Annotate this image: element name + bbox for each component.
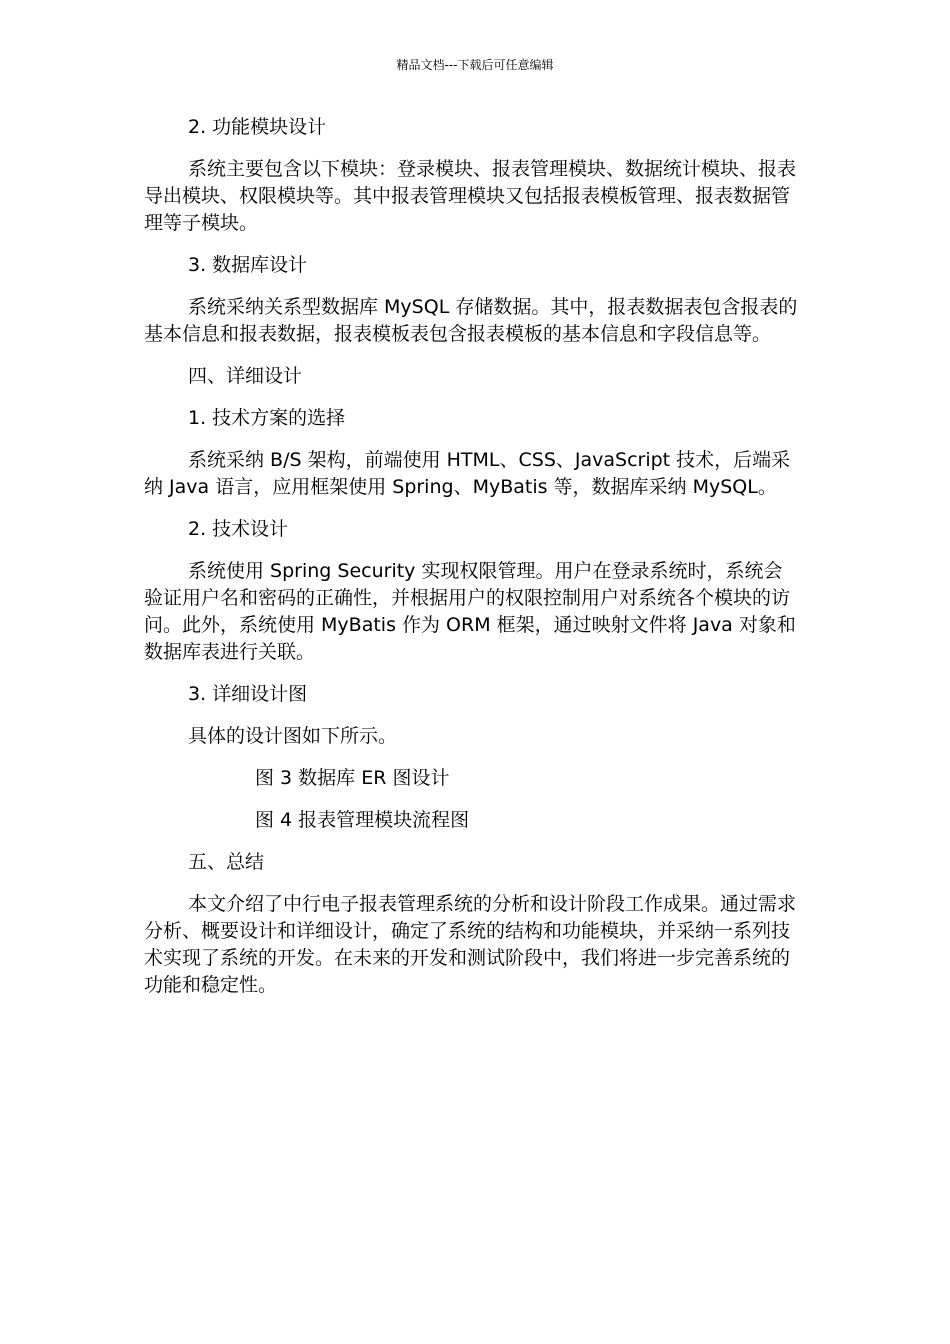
paragraph-function-modules: 系统主要包含以下模块：登录模块、报表管理模块、数据统计模块、报表导出模块、权限模块等。其中报表管理模块又包括报表模板管理、报表数据管理等子模块。	[144, 158, 797, 234]
paragraph-database: 系统采纳关系型数据库 MySQL 存储数据。其中，报表数据表包含报表的基本信息和报表数据，报表模板表包含报表模板的基本信息和字段信息等。	[144, 296, 798, 345]
section-heading-tech-design: 2. 技术设计	[188, 518, 289, 540]
page-header: 精品文档---下载后可任意编辑	[396, 58, 554, 72]
section-heading-function-modules: 2. 功能模块设计	[188, 116, 327, 138]
document-body	[144, 114, 800, 1014]
section-heading-tech-choice: 1. 技术方案的选择	[188, 407, 346, 429]
paragraph-tech-choice: 系统采纳 B/S 架构，前端使用 HTML、CSS、JavaScript 技术，后端采纳 Java 语言，应用框架使用 Spring、MyBatis 等，数据库采纳 MySQL。	[144, 449, 791, 498]
figure-caption-4: 图 4 报表管理模块流程图	[255, 809, 470, 831]
section-heading-database: 3. 数据库设计	[188, 254, 308, 276]
paragraph-tech-design: 系统使用 Spring Security 实现权限管理。用户在登录系统时，系统会验证用户名和密码的正确性，并根据用户的权限控制用户对系统各个模块的访问。此外，系统使用 MyBatis 作为 ORM 框架，通过映射文件将 Java 对象和数据库表进行关联。	[144, 560, 796, 663]
section-heading-summary: 五、总结	[188, 851, 265, 873]
section-heading-design-diagrams: 3. 详细设计图	[188, 683, 308, 705]
figure-caption-3: 图 3 数据库 ER 图设计	[255, 767, 450, 789]
paragraph-summary: 本文介绍了中行电子报表管理系统的分析和设计阶段工作成果。通过需求分析、概要设计和详细设计，确定了系统的结构和功能模块，并采纳一系列技术实现了系统的开发。在未来的开发和测试阶段中，我们将进一步完善系统的功能和稳定性。	[144, 893, 797, 996]
paragraph-diagram-intro: 具体的设计图如下所示。	[188, 725, 398, 747]
section-heading-detailed-design: 四、详细设计	[188, 365, 303, 387]
